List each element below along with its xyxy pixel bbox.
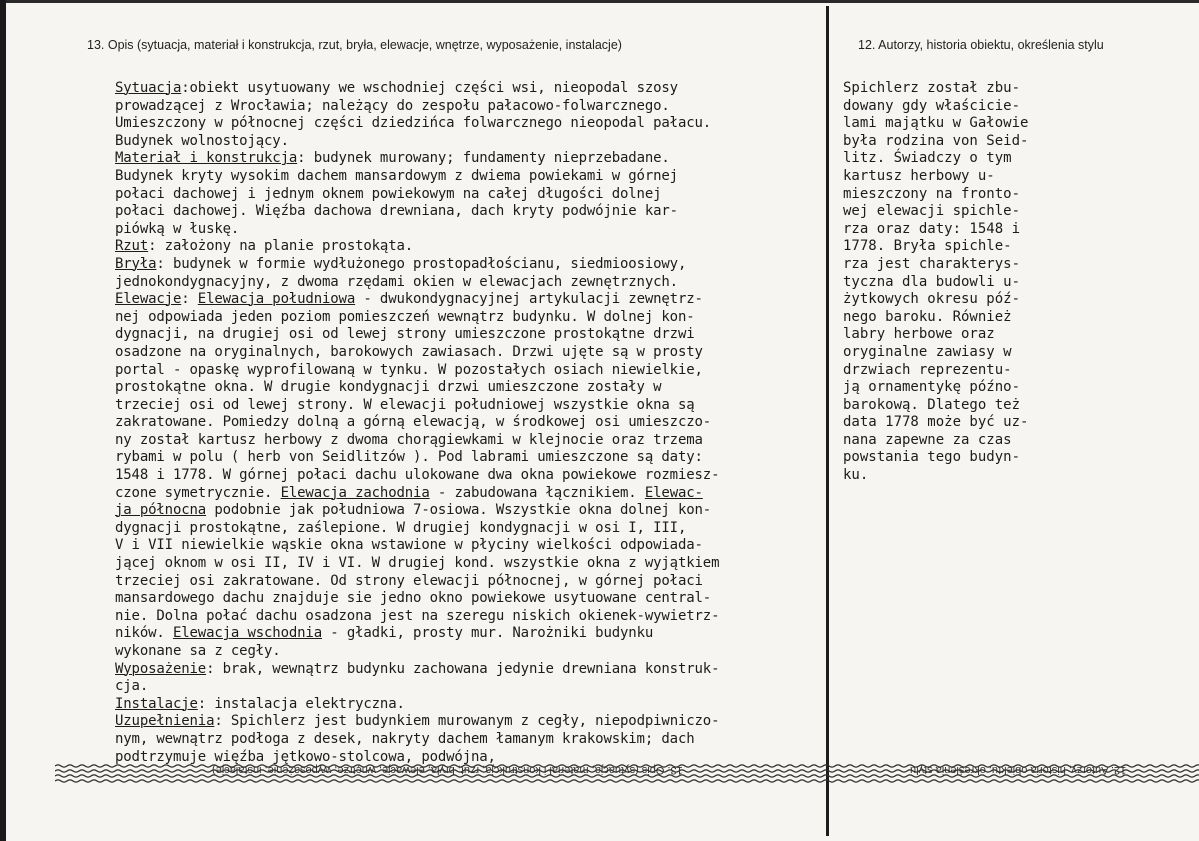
line-text: prostokątne okna. W drugie kondygnacji drzwi umieszczone zostały w (115, 379, 662, 396)
line-text: jednokondygnacyjny, z dwoma rzędami okien w elewacjach zewnętrznych. (115, 273, 678, 290)
line-text: nie. Dolna połać dachu osadzona jest na szeregu niskich okienek-wywietrz- (115, 607, 720, 624)
description-text (115, 80, 835, 766)
history-line: dowany gdy właścicie- (843, 97, 1021, 114)
line-text: podtrzymuje więźba jętkowo-stolcowa, podwójna, (115, 748, 496, 765)
description-line (115, 397, 835, 415)
line-text: ników. (115, 625, 173, 642)
line-text: : brak, wewnątrz budynku zachowana jedynie drewniana konstruk- (206, 660, 720, 677)
history-line: barokową. Dlatego też (843, 396, 1021, 413)
section-label: Elewacja południowa (197, 291, 356, 308)
history-line: powstania tego budyn- (843, 449, 1021, 466)
description-line (115, 432, 835, 450)
line-text: : budynek murowany; fundamenty nieprzebadane. (297, 150, 670, 167)
line-text: rybami w polu ( herb von Seidlitzów ). Pod labrami umieszczone są daty: (115, 449, 703, 466)
line-text: piówką w łuskę. (115, 220, 240, 237)
line-text: wykonane sa z cegły. (115, 643, 281, 659)
line-text: Budynek kryty wysokim dachem mansardowym z dwiema powiekami w górnej (115, 167, 678, 184)
page-top-edge (0, 0, 1199, 3)
description-line (115, 661, 835, 679)
line-text: : Spichlerz jest budynkiem murowanym z cegły, niepodpiwniczo- (214, 713, 720, 730)
line-text: Budynek wolnostojący. (115, 132, 289, 149)
line-text: :obiekt usytuowany we wschodniej części wsi, nieopodal szosy (181, 80, 678, 96)
history-line: lami majątku w Gałowie (843, 115, 1029, 132)
history-line: była rodzina von Seid- (843, 132, 1029, 149)
line-text: trzeciej osi od lewej strony. W elewacji południowej wszystkie okna są (115, 396, 695, 413)
description-line (115, 362, 835, 380)
description-line (115, 467, 835, 485)
history-line: Spichlerz został zbu- (843, 80, 1021, 96)
description-line (115, 221, 835, 239)
description-line (115, 309, 835, 327)
line-text: nej odpowiada jeden poziom pomieszczeń wewnątrz budynku. W dolnej kon- (115, 308, 695, 325)
description-line (115, 168, 835, 186)
description-line (115, 115, 835, 133)
line-text: osadzone na oryginalnych, barokowych zawiasach. Drzwi ujęte są w prosty (115, 343, 703, 360)
footer-mirrored-section-13: 13. Opis (sytuacja, materiał i konstrukcja, rzut, bryła, elewacje, wnętrze, wyposażenie, instalacje) (212, 764, 683, 776)
description-line (115, 150, 835, 168)
history-line: 1778. Bryła spichle- (843, 238, 1012, 255)
line-text: V i VII niewielkie wąskie okna wstawione w płyciny wielkości odpowiada- (115, 537, 703, 554)
line-text: połaci dachowej. Więźba dachowa drewniana, dach kryty podwójnie kar- (115, 203, 678, 220)
line-text: trzeciej osi zakratowane. Od strony elewacji północnej, w górnej połaci (115, 572, 703, 589)
history-line: data 1778 może być uz- (843, 414, 1029, 431)
history-line: oryginalne zawiasy w (843, 343, 1012, 360)
description-line (115, 590, 835, 608)
section-label: Elewacje (115, 291, 182, 308)
description-line (115, 274, 835, 292)
line-text: 1548 i 1778. W górnej połaci dachu ulokowane dwa okna powiekowe rozmiesz- (115, 467, 720, 484)
line-text: dygnacji, na drugiej osi od lewej strony umieszczone prostokątne drzwi (115, 326, 695, 343)
line-text: cja. (115, 678, 149, 695)
description-line (115, 414, 835, 432)
history-line: nego baroku. Również (843, 308, 1012, 325)
description-line (115, 573, 835, 591)
line-text: - zabudowana łącznikiem. (429, 484, 645, 501)
history-line: tyczna dla budowli u- (843, 273, 1021, 290)
line-text: podobnie jak południowa 7-osiowa. Wszystkie okna dolnej kon- (206, 502, 712, 519)
section-label: Materiał i konstrukcja (115, 150, 298, 167)
footer-wave-line (55, 780, 1199, 782)
line-text: zakratowane. Pomiedzy dolną a górną elewacją, w środkowej osi umieszczo- (115, 414, 712, 431)
line-text: ny został kartusz herbowy z dwoma chorągiewkami w klejnocie oraz trzema (115, 431, 703, 448)
line-text: dygnacji prostokątne, zaślepione. W drugiej kondygnacji w osi I, III, (115, 519, 687, 536)
line-text: prowadzącej z Wrocławia; należący do zespołu pałacowo-folwarcznego. (115, 97, 670, 114)
line-text: nym, wewnątrz podłoga z desek, nakryty dachem łamanym krakowskim; dach (115, 730, 695, 747)
description-line (115, 291, 835, 309)
line-text: - dwukondygnacyjnej artykulacji zewnętrz- (355, 291, 703, 308)
history-line: ku. (843, 467, 869, 484)
section-label: Sytuacja (115, 80, 182, 96)
page-left-edge (0, 0, 6, 841)
section-label: Wyposażenie (115, 660, 207, 677)
section-label: Elewacja wschodnia (172, 625, 322, 642)
description-line (115, 625, 835, 643)
description-line (115, 713, 835, 731)
description-line (115, 238, 835, 256)
description-line (115, 186, 835, 204)
description-line (115, 502, 835, 520)
section-label: ja północna (115, 502, 207, 519)
description-line (115, 537, 835, 555)
line-text: - gładki, prosty mur. Narożniki budynku (321, 625, 654, 642)
history-line: ją ornamentykę późno- (843, 379, 1021, 396)
line-text: Umieszczony w północnej części dziedzińca folwarcznego nieopodal pałacu. (115, 115, 712, 132)
history-line: mieszczony na fronto- (843, 185, 1021, 202)
description-line (115, 485, 835, 503)
history-line: wej elewacji spichle- (843, 203, 1021, 220)
description-line (115, 256, 835, 274)
description-line (115, 696, 835, 714)
section-label: Bryła (115, 255, 157, 272)
history-line: rza jest charakterys- (843, 255, 1021, 272)
description-line (115, 555, 835, 573)
history-line: kartusz herbowy u- (843, 167, 995, 184)
history-line: litz. Świadczy o tym (843, 150, 1012, 167)
line-text: połaci dachowej i jednym oknem powiekowym na całej długości dolnej (115, 185, 662, 202)
line-text: : budynek w formie wydłużonego prostopadłościanu, siedmioosiowy, (156, 255, 687, 272)
history-line: rza oraz daty: 1548 i (843, 220, 1021, 237)
description-line (115, 326, 835, 344)
history-line: nana zapewne za czas (843, 431, 1012, 448)
description-line (115, 379, 835, 397)
history-text (843, 80, 1043, 485)
description-line (115, 643, 835, 661)
line-text: : założony na planie prostokąta. (148, 238, 414, 255)
history-line: drzwiach reprezentu- (843, 361, 1012, 378)
footer-mirrored-section-12: 12. Autorzy, historia obiektu, określenia stylu (910, 764, 1127, 776)
line-text: czone symetrycznie. (115, 484, 281, 501)
line-text: portal - opaskę wyprofilowaną w tynku. W pozostałych osiach niewielkie, (115, 361, 703, 378)
description-line (115, 449, 835, 467)
section-label: Uzupełnienia (115, 713, 215, 730)
line-text: jącej oknom w osi II, IV i VI. W drugiej kond. wszystkie okna z wyjątkiem (115, 555, 720, 572)
section-label: Instalacje (115, 695, 198, 712)
description-line (115, 80, 835, 98)
description-line (115, 203, 835, 221)
description-line (115, 520, 835, 538)
description-line (115, 133, 835, 151)
history-line: żytkowych okresu póź- (843, 291, 1021, 308)
section-13-header: 13. Opis (sytuacja, materiał i konstrukcja, rzut, bryła, elewacje, wnętrze, wyposażenie, instalacje) (87, 38, 622, 52)
section-label: Elewac- (644, 484, 703, 501)
line-text: : (181, 291, 198, 308)
line-text: : instalacja elektryczna. (197, 695, 405, 712)
description-line (115, 678, 835, 696)
history-line: labry herbowe oraz (843, 326, 995, 343)
section-label: Rzut (115, 238, 149, 255)
section-12-header: 12. Autorzy, historia obiektu, określenia stylu (858, 38, 1104, 52)
description-line (115, 608, 835, 626)
section-label: Elewacja zachodnia (280, 484, 430, 501)
description-line (115, 98, 835, 116)
line-text: mansardowego dachu znajduje sie jedno okno powiekowe usytuowane central- (115, 590, 712, 607)
description-line (115, 344, 835, 362)
description-line (115, 731, 835, 749)
